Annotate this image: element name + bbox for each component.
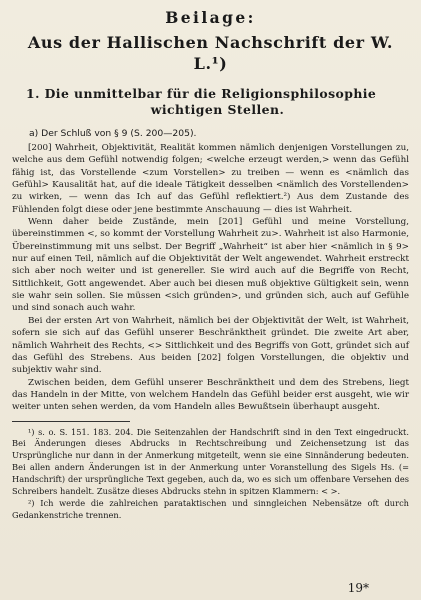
- body-paragraph-4: Zwischen beiden, dem Gefühl unserer Beschränktheit und dem des Strebens, liegt das Handeln in der Mitte, von welchem Handeln das Gefühl beider erst ausgeht, wie wir weiter unten sehen werden, da vom Handeln alles Bewußtsein überhaupt ausgeht.: [12, 377, 409, 413]
- footnote-divider: [12, 421, 130, 422]
- body-paragraph-1: [200] Wahrheit, Objektivität, Realität kommen nämlich denjenigen Vorstellungen zu, welche aus dem Gefühl notwendig folgen; <welche erzeugt werden,> wenn das Gefühl fähig ist, das Vorstellende <zum Vorstellen> zu treiben — wenn es <nämlich das Gefühl> Kausalität hat, auf die ideale Tätigkeit desselben <nämlich des Vorstellenden> zu wirken, — wenn das Ich auf das Gefühl reflektiert.²) Aus dem Zustande des Fühlenden folgt diese oder jene bestimmte Anschauung — dies ist Wahrheit.: [12, 143, 409, 215]
- section-heading-line-1: 1. Die unmittelbar für die Religionsphilosophie: [26, 86, 377, 101]
- transcript-heading: Aus der Hallischen Nachschrift der W. L.¹): [27, 33, 394, 73]
- subsection-label: a) Der Schluß von § 9 (S. 200—205).: [29, 128, 197, 139]
- footnote-1: ¹) s. o. S. 151. 183. 204. Die Seitenzahlen der Handschrift sind in den Text eingedruckt. Bei Änderungen dieses Abdrucks in Rechtschreibung und Zeichensetzung ist das Ursprüngliche nur dann in der Anmerkung mitgeteilt, wenn sie eine Sinnänderung bedeuten. Bei allen andern Änderungen ist in der Anmerkung unter Voranstellung des Sigels Hs. (= Handschrift) der ursprüngliche Text gegeben, auch da, wo es sich um offenbare Versehen des Schreibers handelt. Zusätze dieses Abdrucks stehn in spitzen Klammern: < >.: [12, 426, 409, 497]
- body-paragraph-2: Wenn daher beide Zustände, mein [201] Gefühl und meine Vorstellung, übereinstimmen <, so kommt der Vorstellung Wahrheit zu>. Wahrheit ist also Harmonie, Übereinstimmung mit uns selbst. Der Begriff „Wahrheit“ ist aber hier <nämlich in § 9> nur auf einen Teil, nämlich auf die Objektivität der Welt angewendet. Wahrheit erstreckt sich aber noch weiter und ist genereller. Sie wird auch auf die Begriffe von Recht, Sittlichkeit, Gott angewendet. Aber auch bei diesen muß objektive Gültigkeit sein, wenn sie wahr sein sollen. Sie müssen <sich gründen>, und gründen sich, auch auf Gefühle und sind sonach auch wahr.: [12, 217, 409, 314]
- section-heading: [12, 86, 409, 118]
- page-number: 19*: [347, 581, 369, 595]
- section-heading-line-2: wichtigen Stellen.: [150, 102, 285, 117]
- footnote-2: ²) Ich werde die zahlreichen parataktischen und sinngleichen Nebensätze oft durch Gedankenstriche trennen.: [12, 498, 409, 520]
- appendix-heading: Beilage:: [165, 8, 256, 27]
- body-paragraph-3: Bei der ersten Art von Wahrheit, nämlich bei der Objektivität der Welt, ist Wahrheit, sofern sie sich auf das Gefühl unserer Beschränktheit gründet. Die zweite Art aber, nämlich Wahrheit des Rechts, <> Sittlichkeit und des Begriffs von Gott, gründet sich auf das Gefühl des Strebens. Aus beiden [202] folgen Vorstellungen, die objektiv und subjektiv wahr sind.: [12, 315, 409, 376]
